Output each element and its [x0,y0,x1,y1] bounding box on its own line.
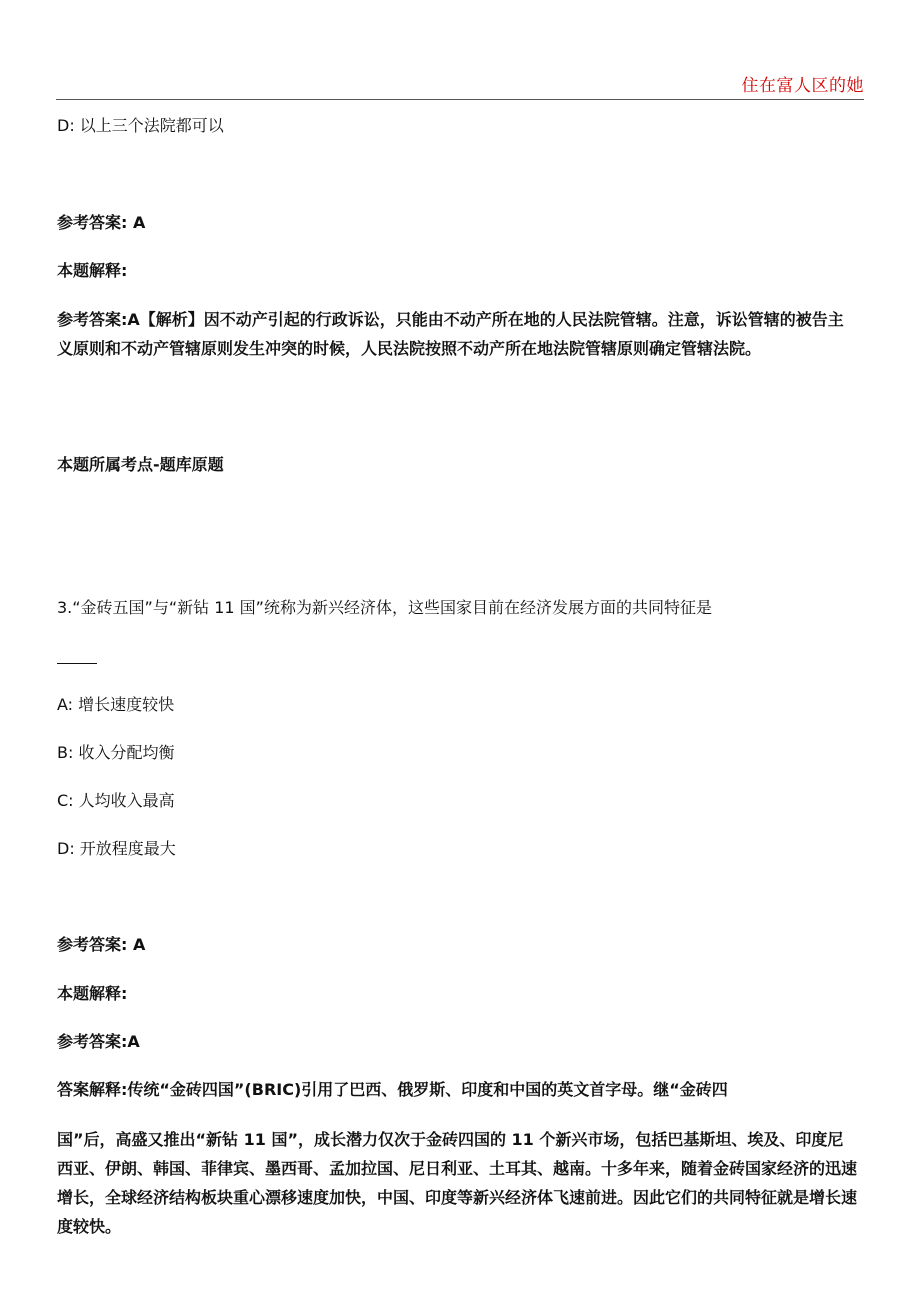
q3-explanation-label: 本题解释: [57,984,128,1003]
q3-option-a: A: 增长速度较快 [57,695,175,714]
q3-answer-repeat: 参考答案:A [57,1032,140,1051]
q3-option-c: C: 人均收入最高 [57,791,175,810]
q3-option-d: D: 开放程度最大 [57,839,176,858]
prev-option-d: D: 以上三个法院都可以 [57,116,224,135]
prev-category: 本题所属考点-题库原题 [57,455,224,474]
q3-explanation-rest: 国”后，高盛又推出“新钻 11 国”，成长潜力仅次于金砖四国的 11 个新兴市场，包括巴基斯坦、埃及、印度尼西亚、伊朗、韩国、菲律宾、墨西哥、孟加拉国、尼日利亚、土耳其、越南。十多年来，随着金砖国家经济的迅速增长，全球经济结构板块重心漂移速度加快，中国、印度等新兴经济体飞速前进。因此它们的共同特征就是增长速度较快。 [57,1130,858,1236]
q3-explanation-line1: 答案解释:传统“金砖四国”(BRIC)引用了巴西、俄罗斯、印度和中国的英文首字母。继“金砖四 [57,1080,728,1099]
q3-option-b: B: 收入分配均衡 [57,743,175,762]
prev-answer: 参考答案: A [57,213,146,232]
page-header-title: 住在富人区的她 [741,76,864,96]
q3-answer: 参考答案: A [57,935,146,954]
prev-explanation-label: 本题解释: [57,261,128,280]
prev-explanation: 参考答案:A【解析】因不动产引起的行政诉讼，只能由不动产所在地的人民法院管辖。注意，诉讼管辖的被告主义原则和不动产管辖原则发生冲突的时候，人民法院按照不动产所在地法院管辖原则确定管辖法院。 [57,310,844,358]
q3-stem: 3.“金砖五国”与“新钻 11 国”统称为新兴经济体，这些国家目前在经济发展方面的共同特征是 [57,598,712,617]
q3-answer-blank [57,663,97,664]
header-divider [56,99,864,100]
